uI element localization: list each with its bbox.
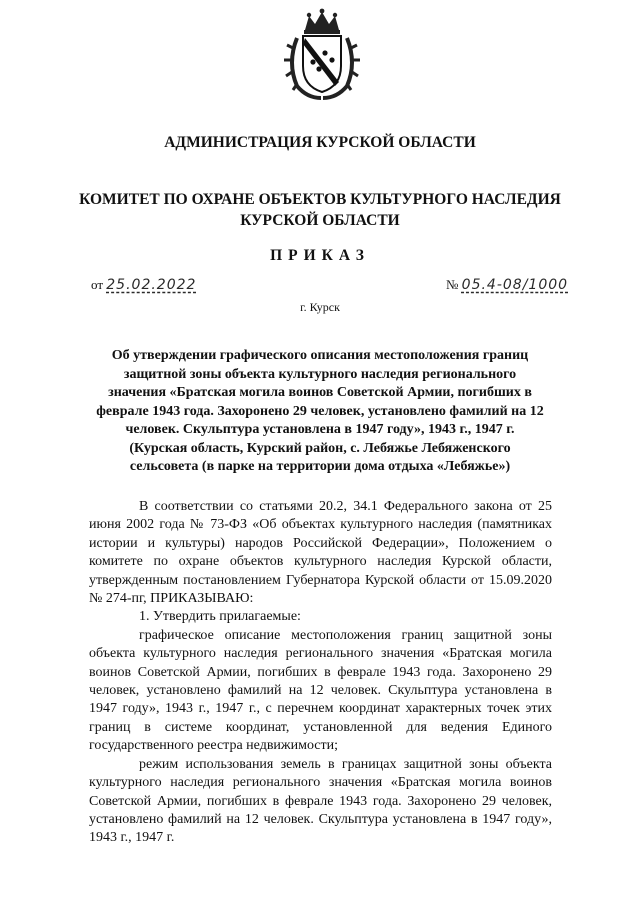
body-paragraph-preamble: В соответствии со статьями 20.2, 34.1 Федерального закона от 25 июня 2002 года № 73-ФЗ «Об объектах культурного наследия (памятниках истории и культуры) народов Российской Федерации», Положением о комитете по охране объектов культурного наследия Курской области, утвержденным постановлением Губернатора Курской области от 15.09.2020 № 274-пг, ПРИКАЗЫВАЮ:	[89, 499, 552, 607]
order-number	[446, 277, 568, 293]
handwritten-number: 05.4-08/1000	[461, 277, 569, 293]
order-date	[91, 277, 196, 293]
order-body	[89, 498, 552, 848]
order-subject: Об утверждении графического описания местоположения границ защитной зоны объекта культурного наследия регионального значения «Братская могила воинов Советской Армии, погибших в феврале 1943 года. Захоронено 29 человек, установлено фамилий на 12 человек. Скульптура установлена в 1947 году», 1943 г., 1947 г. (Курская область, Курский район, с. Лебяжье Лебяженского сельсовета (в парке на территории дома отдыха «Лебяжье»)	[96, 348, 544, 474]
committee-title	[0, 189, 640, 231]
city: г. Курск	[300, 300, 340, 314]
committee-title-line2: КУРСКОЙ ОБЛАСТИ	[240, 212, 400, 229]
body-paragraph-land-use-regime: режим использования земель в границах защитной зоны объекта культурного наследия регионального значения «Братская могила воинов Советской Армии, погибших в феврале 1943 года. Захоронено 29 человек, установлено фамилий на 12 человек. Скульптура установлена в 1947 году», 1943 г., 1947 г.	[89, 756, 552, 846]
body-paragraph-graphic-description: графическое описание местоположения границ защитной зоны объекта культурного наследия регионального значения «Братская могила воинов Советской Армии, погибших в феврале 1943 года. Захоронено 29 человек, установлено фамилий на 12 человек. Скульптура установлена в 1947 году», 1943 г., 1947 г., с перечнем координат характерных точек этих границ в системе координат, установленной для ведения Единого государственного реестра недвижимости;	[89, 627, 552, 754]
committee-title-line1: КОМИТЕТ ПО ОХРАНЕ ОБЪЕКТОВ КУЛЬТУРНОГО НАСЛЕДИЯ	[79, 191, 561, 208]
document-type: ПРИКАЗ	[270, 247, 370, 264]
body-paragraph-item1: 1. Утвердить прилагаемые:	[139, 609, 301, 625]
kursk-oblast-coat-of-arms-icon	[283, 8, 361, 102]
handwritten-date: 25.02.2022	[106, 277, 197, 293]
administration-title: АДМИНИСТРАЦИЯ КУРСКОЙ ОБЛАСТИ	[164, 134, 476, 151]
number-prefix: №	[446, 277, 459, 292]
date-prefix: от	[91, 277, 104, 292]
